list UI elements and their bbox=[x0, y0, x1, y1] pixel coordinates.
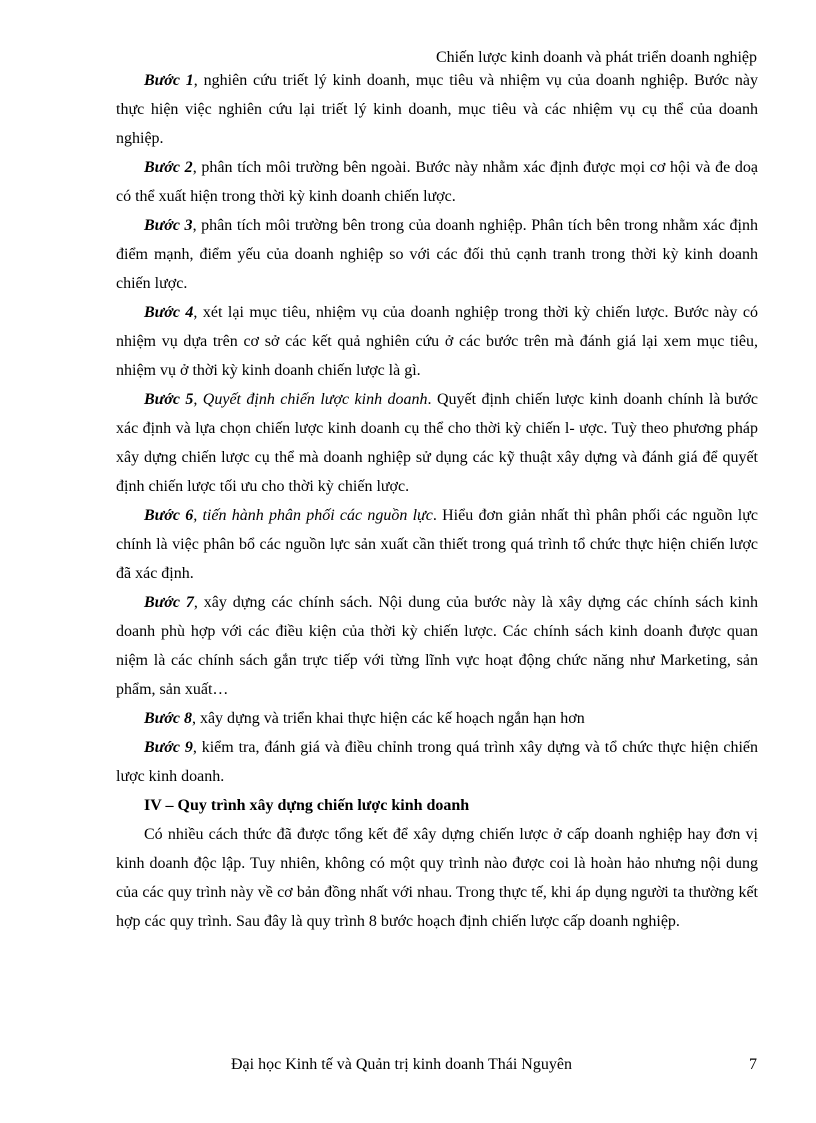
section-heading: IV – Quy trình xây dựng chiến lược kinh doanh bbox=[144, 797, 470, 814]
step-text: , kiểm tra, đánh giá và điều chỉnh trong quá trình xây dựng và tổ chức thực hiện chiến lược kinh doanh. bbox=[116, 739, 758, 785]
step-text: , xét lại mục tiêu, nhiệm vụ của doanh nghiệp trong thời kỳ chiến lược. Bước này có nhiệm vụ dựa trên cơ sở các kết quả nghiên cứu ở các bước trên mà đánh giá lại xem mục tiêu, nhiệm vụ ở thời kỳ kinh doanh chiến lược là gì. bbox=[116, 304, 758, 379]
step-label: Bước 7 bbox=[144, 594, 194, 611]
step-italic: , tiến hành phân phối các nguồn lực bbox=[193, 507, 433, 524]
page-number: 7 bbox=[749, 1056, 757, 1073]
step-paragraph bbox=[116, 66, 758, 153]
step-label: Bước 4 bbox=[144, 304, 194, 321]
step-paragraph bbox=[116, 385, 758, 501]
step-italic: , Quyết định chiến lược kinh doanh bbox=[193, 391, 428, 408]
step-paragraph bbox=[116, 704, 758, 733]
step-label: Bước 2 bbox=[144, 159, 193, 176]
step-label: Bước 8 bbox=[144, 710, 192, 727]
step-label: Bước 5 bbox=[144, 391, 194, 408]
document-body bbox=[116, 66, 758, 936]
step-paragraph bbox=[116, 588, 758, 704]
step-label: Bước 1 bbox=[144, 72, 194, 89]
step-text: , nghiên cứu triết lý kinh doanh, mục tiêu và nhiệm vụ của doanh nghiệp. Bước này thực hiện việc nghiên cứu lại triết lý kinh doanh, mục tiêu và các nhiệm vụ cụ thể của doanh nghiệp. bbox=[116, 72, 758, 147]
step-label: Bước 9 bbox=[144, 739, 193, 756]
step-label: Bước 6 bbox=[144, 507, 194, 524]
step-label: Bước 3 bbox=[144, 217, 193, 234]
step-text: , phân tích môi trường bên ngoài. Bước này nhằm xác định được mọi cơ hội và đe doạ có thể xuất hiện trong thời kỳ kinh doanh chiến lược. bbox=[116, 159, 758, 205]
step-text: , xây dựng các chính sách. Nội dung của bước này là xây dựng các chính sách kinh doanh phù hợp với các điều kiện của thời kỳ chiến lược. Các chính sách kinh doanh được quan niệm là các chính sách gắn trực tiếp với từng lĩnh vực hoạt động chức năng như Marketing, sản phẩm, sản xuất… bbox=[116, 594, 758, 698]
step-paragraph bbox=[116, 153, 758, 211]
page-header-title: Chiến lược kinh doanh và phát triển doanh nghiệp bbox=[435, 49, 757, 66]
step-paragraph bbox=[116, 733, 758, 791]
step-text: , xây dựng và triển khai thực hiện các kế hoạch ngắn hạn hơn bbox=[191, 710, 585, 727]
step-paragraph bbox=[116, 298, 758, 385]
section-paragraph: Có nhiều cách thức đã được tổng kết để xây dựng chiến lược ở cấp doanh nghiệp hay đơn vị kinh doanh độc lập. Tuy nhiên, không có một quy trình nào được coi là hoàn hảo nhưng nội dung của các quy trình này về cơ bản đồng nhất với nhau. Trong thực tế, khi áp dụng người ta thường kết hợp các quy trình. Sau đây là quy trình 8 bước hoạch định chiến lược cấp doanh nghiệp. bbox=[116, 826, 758, 930]
footer-institution: Đại học Kinh tế và Quản trị kinh doanh Thái Nguyên bbox=[231, 1056, 572, 1073]
step-paragraph bbox=[116, 501, 758, 588]
step-text: . Quyết định chiến lược kinh doanh chính là bước xác định và lựa chọn chiến lược kinh doanh cụ thể cho thời kỳ chiến l- ược. Tuỳ theo phương pháp xây dựng chiến lược cụ thể mà doanh nghiệp sử dụng các kỹ thuật xây dựng và đánh giá để quyết định chiến lược tối ưu cho thời kỳ chiến lược. bbox=[116, 391, 759, 495]
step-text: , phân tích môi trường bên trong của doanh nghiệp. Phân tích bên trong nhằm xác định điểm mạnh, điểm yếu của doanh nghiệp so với các đối thủ cạnh tranh trong thời kỳ kinh doanh chiến lược. bbox=[116, 217, 758, 292]
step-text: . Hiểu đơn giản nhất thì phân phối các nguồn lực chính là việc phân bổ các nguồn lực sản xuất cần thiết trong quá trình tổ chức thực hiện chiến lược đã xác định. bbox=[116, 507, 758, 582]
step-paragraph bbox=[116, 211, 758, 298]
